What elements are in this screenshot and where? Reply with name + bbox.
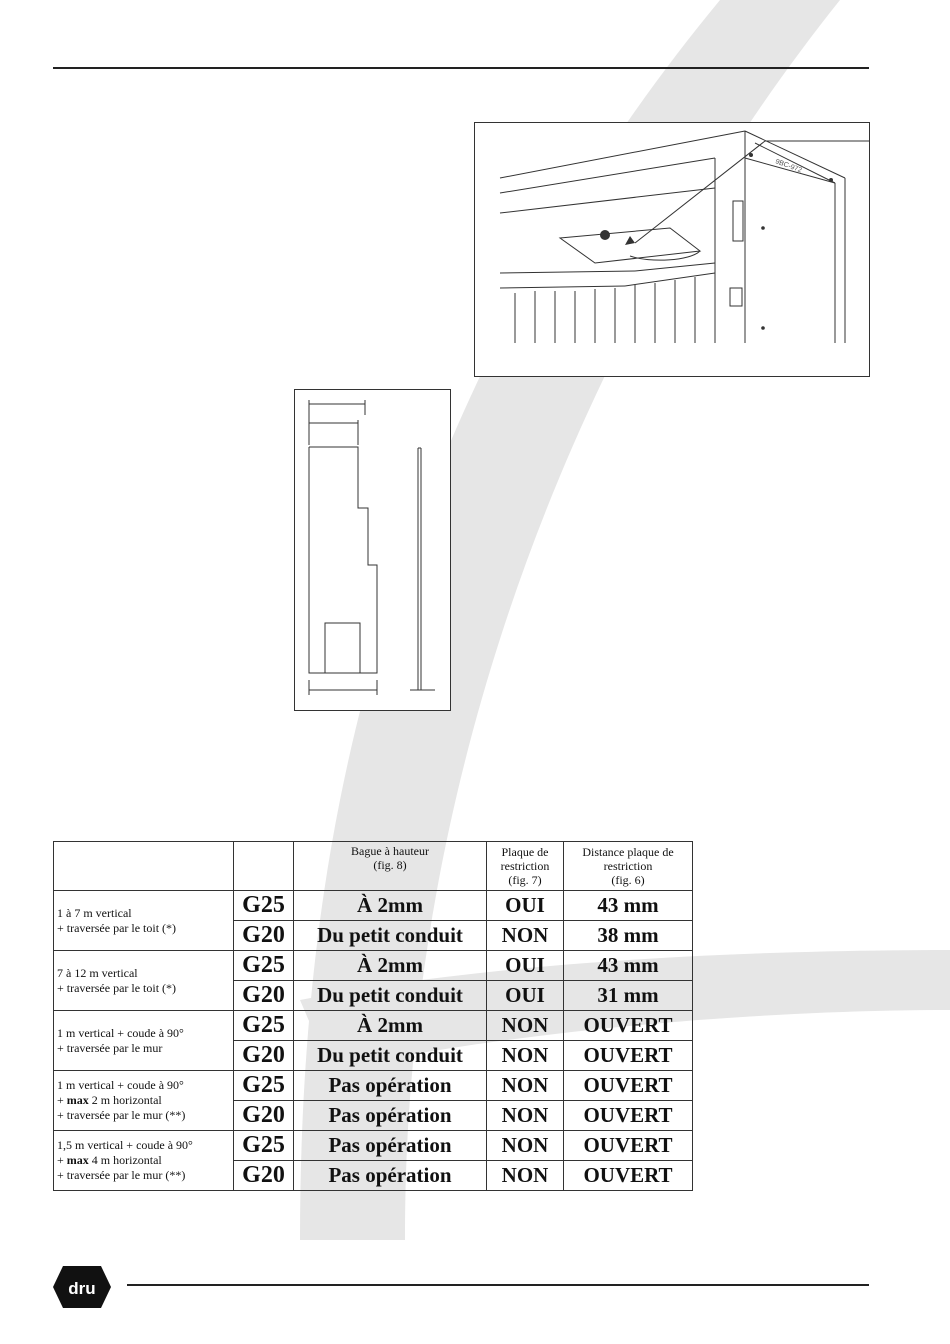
bague-cell: À 2mm: [294, 951, 487, 981]
condition-line: 1 m vertical + coude à 90°: [57, 1078, 184, 1092]
bague-cell: À 2mm: [294, 1011, 487, 1041]
plaque-cell: NON: [487, 1071, 564, 1101]
gas-cell: G25: [234, 951, 294, 981]
figure-part-label: 9BC-972: [774, 158, 803, 175]
distance-cell: 31 mm: [564, 981, 693, 1011]
distance-cell: OUVERT: [564, 1101, 693, 1131]
gas-cell: G25: [234, 891, 294, 921]
bague-cell: Pas opération: [294, 1071, 487, 1101]
figure-restriction-plate: [294, 389, 451, 711]
condition-cell: [54, 891, 234, 951]
distance-cell: 38 mm: [564, 921, 693, 951]
header-text: Plaque de restriction (fig. 7): [500, 845, 550, 887]
max-emphasis: max: [66, 1153, 89, 1167]
condition-line: + traversée par le mur (**): [57, 1108, 186, 1122]
header-text: Distance plaque de restriction (fig. 6): [582, 845, 674, 887]
logo-text: dru: [68, 1279, 96, 1298]
gas-cell: G20: [234, 1161, 294, 1191]
table-row: [54, 1071, 693, 1101]
condition-line: + max 2 m horizontal: [57, 1093, 162, 1107]
plaque-cell: OUI: [487, 951, 564, 981]
table-row: [54, 1011, 693, 1041]
header-text: Bague à hauteur (fig. 8): [351, 844, 429, 872]
condition-line: 1 à 7 m vertical: [57, 905, 132, 920]
plaque-cell: NON: [487, 1041, 564, 1071]
gas-cell: G20: [234, 1101, 294, 1131]
condition-line: 1,5 m vertical + coude à 90°: [57, 1138, 193, 1152]
top-rule: [53, 67, 869, 69]
figure-cabinet-drawing: [474, 122, 870, 377]
gas-cell: G25: [234, 1011, 294, 1041]
table-header-row: [54, 842, 693, 891]
bague-cell: Pas opération: [294, 1131, 487, 1161]
gas-cell: G20: [234, 921, 294, 951]
bague-cell: Pas opération: [294, 1161, 487, 1191]
condition-line: + traversée par le mur: [57, 1040, 163, 1055]
bottom-rule: [127, 1284, 869, 1286]
condition-line: + max 4 m horizontal: [57, 1153, 162, 1167]
plaque-cell: NON: [487, 1131, 564, 1161]
condition-cell: [54, 951, 234, 1011]
bague-cell: À 2mm: [294, 891, 487, 921]
header-cell-empty: [234, 842, 294, 891]
bague-cell: Pas opération: [294, 1101, 487, 1131]
gas-cell: G25: [234, 1071, 294, 1101]
dru-logo: [53, 1266, 111, 1308]
bague-cell: Du petit conduit: [294, 981, 487, 1011]
table-row: [54, 951, 693, 981]
gas-cell: G20: [234, 1041, 294, 1071]
header-cell-bague: [294, 842, 487, 891]
bague-cell: Du petit conduit: [294, 1041, 487, 1071]
gas-cell: G20: [234, 981, 294, 1011]
plaque-cell: OUI: [487, 891, 564, 921]
distance-cell: 43 mm: [564, 891, 693, 921]
condition-line: 1 m vertical + coude à 90°: [57, 1025, 184, 1040]
condition-cell: [54, 1131, 234, 1191]
condition-cell: [54, 1071, 234, 1131]
condition-line: 7 à 12 m vertical: [57, 965, 138, 980]
plaque-cell: OUI: [487, 981, 564, 1011]
distance-cell: OUVERT: [564, 1131, 693, 1161]
bague-cell: Du petit conduit: [294, 921, 487, 951]
distance-cell: 43 mm: [564, 951, 693, 981]
distance-cell: OUVERT: [564, 1011, 693, 1041]
cabinet-line-drawing: [475, 123, 869, 376]
distance-cell: OUVERT: [564, 1071, 693, 1101]
header-cell-distance: [564, 842, 693, 891]
plaque-cell: NON: [487, 1161, 564, 1191]
table-row: [54, 891, 693, 921]
header-cell-empty: [54, 842, 234, 891]
plaque-cell: NON: [487, 1101, 564, 1131]
condition-line: + traversée par le mur (**): [57, 1168, 186, 1182]
plaque-cell: NON: [487, 1011, 564, 1041]
condition-line: + traversée par le toit (*): [57, 980, 177, 995]
distance-cell: OUVERT: [564, 1041, 693, 1071]
condition-cell: [54, 1011, 234, 1071]
settings-table: [53, 841, 693, 1191]
max-emphasis: max: [66, 1093, 89, 1107]
gas-cell: G25: [234, 1131, 294, 1161]
plate-profile-drawing: [295, 390, 450, 710]
table-row: [54, 1131, 693, 1161]
condition-line: + traversée par le toit (*): [57, 920, 177, 935]
distance-cell: OUVERT: [564, 1161, 693, 1191]
header-cell-plaque: [487, 842, 564, 891]
plaque-cell: NON: [487, 921, 564, 951]
